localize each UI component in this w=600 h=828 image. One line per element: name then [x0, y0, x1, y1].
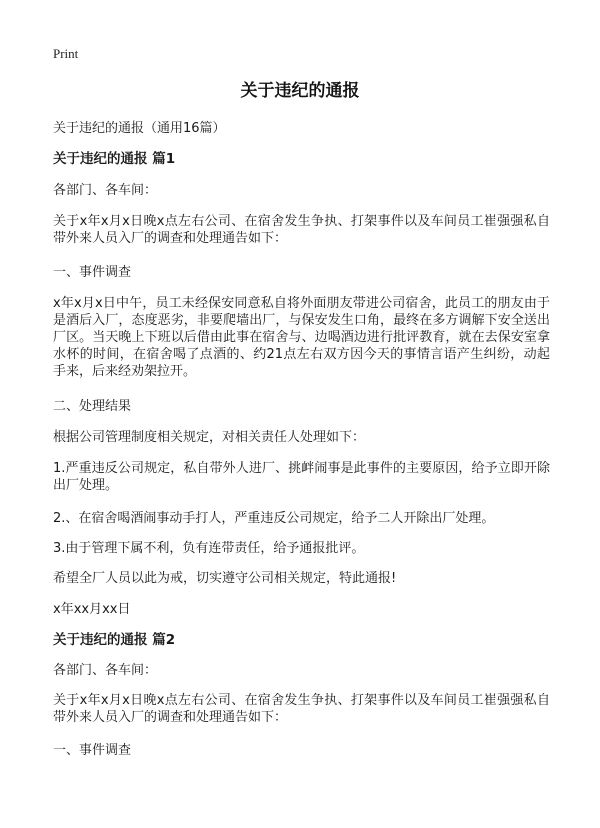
- section2-heading: 关于违纪的通报 篇2: [53, 632, 176, 648]
- section1-result-item-3: 3.由于管理下属不利，负有连带责任，给予通报批评。: [53, 541, 365, 556]
- section1-intro: 关于x年x月x日晚x点左右公司、在宿舍发生争执、打架事件以及车间员工崔强强私自带外来人员入厂的调查和处理通告如下：: [53, 214, 550, 246]
- section1-result-intro: 根据公司管理制度相关规定，对相关责任人处理如下：: [53, 430, 366, 445]
- section1-heading: 关于违纪的通报 篇1: [53, 151, 176, 167]
- print-label[interactable]: Print: [53, 46, 79, 61]
- section1-investigation-text: x年x月x日中午，员工未经保安同意私自将外面朋友带进公司宿舍，此员工的朋友由于是酒后入厂，态度恶劣，非要爬墙出厂，与保安发生口角，最终在多方调解下安全送出厂区。当天晚上下班以后借由此事在宿舍与、边喝酒边进行批评教育，就在去保安室拿水杯的时间，在宿舍喝了点酒的、约21点左右双方因今天的事情言语产生纠纷，动起手来，后来经劝架拉开。: [53, 296, 550, 379]
- document-subtitle: 关于违纪的通报（通用16篇）: [53, 121, 226, 136]
- section1-date: x年xx月xx日: [53, 602, 131, 617]
- section1-closing: 希望全厂人员以此为戒，切实遵守公司相关规定，特此通报!: [53, 571, 397, 586]
- section1-result-item-1: 1.严重违反公司规定，私自带外人进厂、挑衅闹事是此事件的主要原因，给予立即开除出厂处理。: [53, 461, 550, 493]
- section1-investigation-heading: 一、事件调查: [53, 265, 132, 280]
- section1-salutation: 各部门、各车间：: [53, 183, 158, 198]
- section2-salutation: 各部门、各车间：: [53, 663, 158, 678]
- section2-intro: 关于x年x月x日晚x点左右公司、在宿舍发生争执、打架事件以及车间员工崔强强私自带外来人员入厂的调查和处理通告如下：: [53, 693, 550, 725]
- section2-investigation-heading: 一、事件调查: [53, 743, 132, 758]
- section1-result-heading: 二、处理结果: [53, 399, 132, 414]
- document-title: 关于违纪的通报: [240, 81, 360, 101]
- section1-result-item-2: 2.、在宿舍喝酒闹事动手打人，严重违反公司规定，给予二人开除出厂处理。: [53, 511, 495, 526]
